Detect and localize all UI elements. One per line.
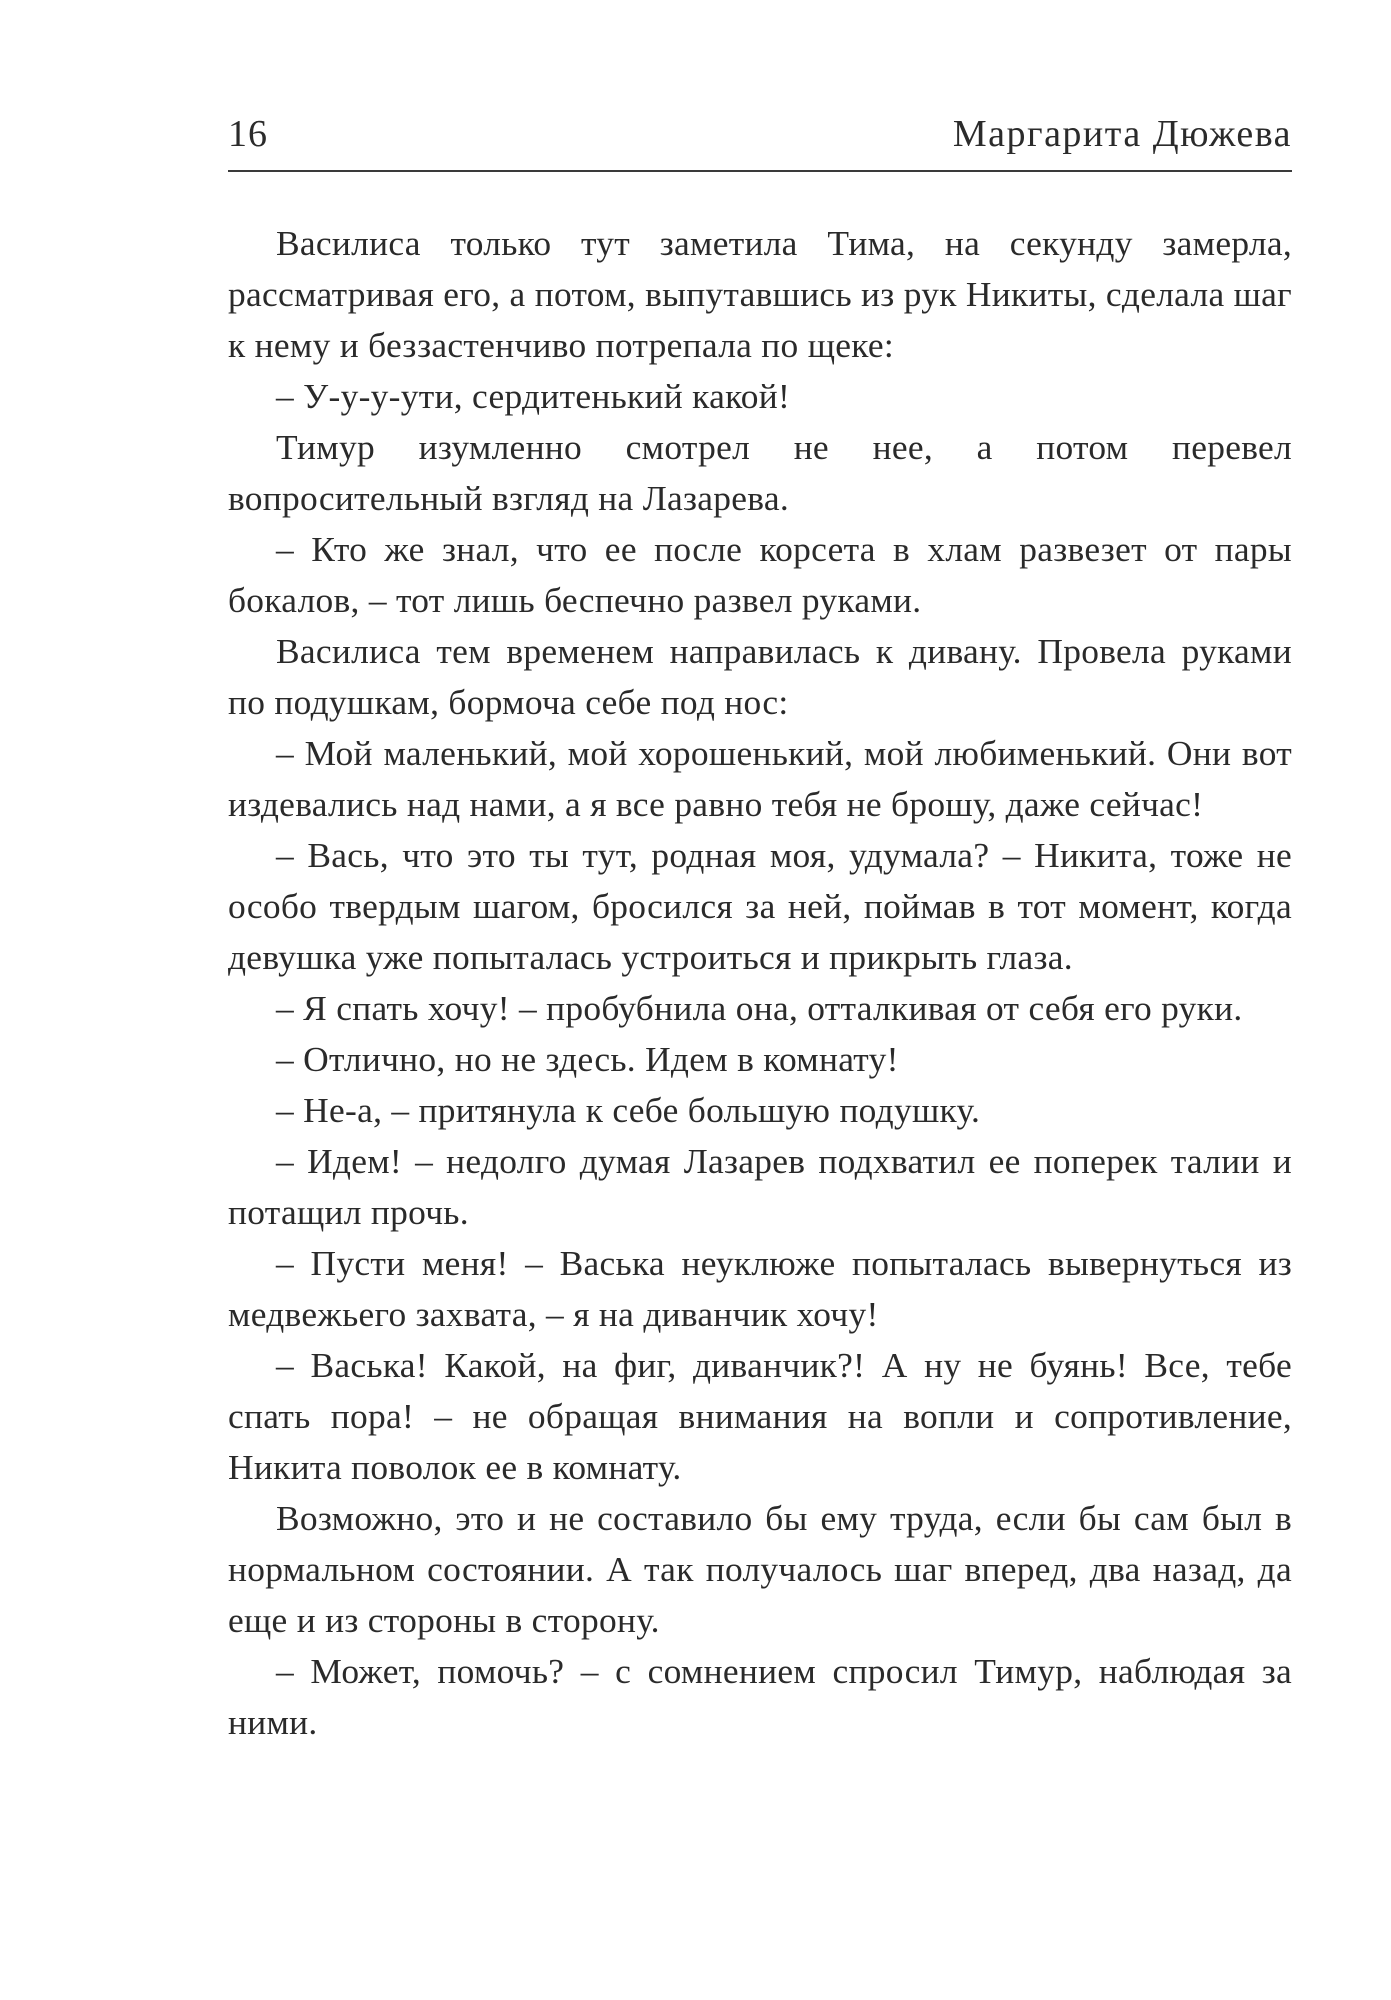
- paragraph: – Вась, что это ты тут, родная моя, удумала? – Никита, тоже не особо твердым шагом, бросился за ней, поймав в тот момент, когда девушка уже попыталась устроиться и прикрыть глаза.: [228, 835, 1292, 977]
- paragraph: Василиса тем временем направилась к дивану. Провела руками по подушкам, бормоча себе под нос:: [228, 631, 1292, 722]
- header-divider: [228, 170, 1292, 172]
- page-number: 16: [228, 113, 268, 155]
- paragraph: – Может, помочь? – с сомнением спросил Тимур, наблюдая за ними.: [228, 1651, 1292, 1742]
- paragraph: – Отлично, но не здесь. Идем в комнату!: [276, 1039, 899, 1079]
- paragraph: Тимур изумленно смотрел не нее, а потом перевел вопросительный взгляд на Лазарева.: [228, 427, 1292, 518]
- paragraph: – Я спать хочу! – пробубнила она, отталкивая от себя его руки.: [276, 988, 1243, 1028]
- page-header: [228, 112, 1292, 164]
- paragraph: – У-у-у-ути, сердитенький какой!: [276, 376, 791, 416]
- body-text: [228, 218, 1292, 1748]
- paragraph: Возможно, это и не составило бы ему труда, если бы сам был в нормальном состоянии. А так получалось шаг вперед, два назад, да еще и из стороны в сторону.: [228, 1498, 1292, 1640]
- paragraph: – Кто же знал, что ее после корсета в хлам развезет от пары бокалов, – тот лишь беспечно развел руками.: [228, 529, 1292, 620]
- paragraph: – Не-а, – притянула к себе большую подушку.: [276, 1090, 981, 1130]
- paragraph: Василиса только тут заметила Тима, на секунду замерла, рассматривая его, а потом, выпутавшись из рук Никиты, сделала шаг к нему и беззастенчиво потрепала по щеке:: [228, 223, 1292, 365]
- running-title: Маргарита Дюжева: [952, 113, 1292, 155]
- paragraph: – Идем! – недолго думая Лазарев подхватил ее поперек талии и потащил прочь.: [228, 1141, 1292, 1232]
- paragraph: – Пусти меня! – Васька неуклюже попыталась вывернуться из медвежьего захвата, – я на диванчик хочу!: [228, 1243, 1292, 1334]
- paragraph: – Мой маленький, мой хорошенький, мой любименький. Они вот издевались над нами, а я все равно тебя не брошу, даже сейчас!: [228, 733, 1292, 824]
- paragraph: – Васька! Какой, на фиг, диванчик?! А ну не буянь! Все, тебе спать пора! – не обращая внимания на вопли и сопротивление, Никита поволок ее в комнату.: [228, 1345, 1292, 1487]
